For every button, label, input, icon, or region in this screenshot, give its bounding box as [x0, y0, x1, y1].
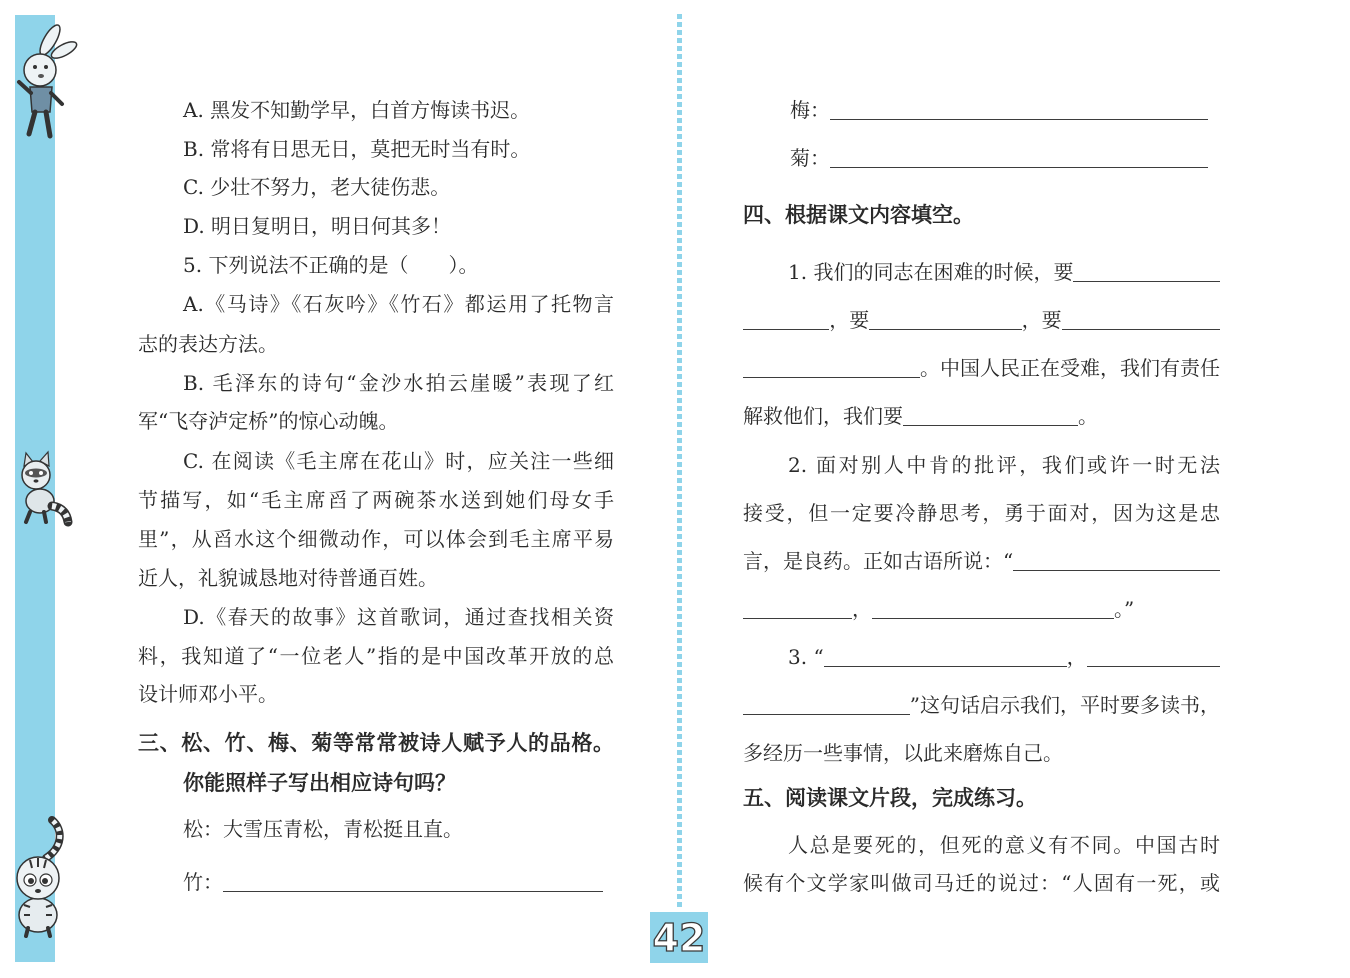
answer-blank: [743, 358, 920, 378]
answer-blank: [869, 310, 1021, 330]
answer-blank: [1062, 310, 1220, 330]
chrysanthemum-label: 菊：: [790, 146, 830, 170]
fill-q3-line: 多经历一些事情，以此来磨炼自己。: [743, 741, 1063, 765]
q5-option-b-line: 军“飞夺泸定桥”的惊心动魄。: [138, 409, 399, 433]
reading-passage-line: 候有个文学家叫做司马迁的说过：“人固有一死，或: [743, 871, 1220, 895]
reading-passage-line: 人总是要死的，但死的意义有不同。中国古时: [788, 833, 1220, 857]
section5-heading: 五、阅读课文片段，完成练习。: [743, 786, 1037, 810]
left-decorative-strip: [0, 0, 90, 978]
fill-q1-text: 。: [1078, 404, 1098, 428]
fill-q1-text: 解救他们，我们要: [743, 404, 903, 428]
fill-q1-line: [743, 306, 1220, 334]
fill-q1-line: [788, 258, 1220, 286]
answer-blank: [903, 406, 1078, 426]
fill-q2-line: 2. 面对别人中肯的批评，我们或许一时无法: [788, 453, 1220, 477]
plum-answer-row: [790, 96, 1208, 124]
q4-option-a: A. 黑发不知勤学早，白首方悔读书迟。: [183, 98, 531, 122]
q5-option-a-line: A.《马诗》《石灰吟》《竹石》都运用了托物言: [183, 292, 614, 316]
answer-blank: [743, 695, 910, 715]
q4-option-b: B. 常将有日思无日，莫把无时当有时。: [183, 137, 531, 161]
page-number: 42: [650, 912, 708, 963]
q4-option-c: C. 少壮不努力，老大徒伤悲。: [183, 175, 451, 199]
q5-option-c-line: 节描写，如“毛主席舀了两碗茶水送到她们母女手: [138, 488, 614, 512]
fill-q3-text: ”这句话启示我们，平时要多读书，: [909, 693, 1220, 717]
q5-option-c-line: C. 在阅读《毛主席在花山》时，应关注一些细: [183, 449, 614, 473]
bamboo-label: 竹：: [183, 870, 223, 894]
q4-option-d: D. 明日复明日，明日何其多！: [183, 214, 452, 238]
fill-q1-text: 1. 我们的同志在困难的时候，要: [788, 260, 1074, 284]
fill-q1-text: ，要: [829, 308, 870, 332]
fill-q1-line: [743, 402, 1098, 430]
answer-blank: [1013, 551, 1220, 571]
answer-blank: [830, 100, 1208, 120]
fill-q2-text: ，: [852, 597, 872, 621]
q5-question: 5. 下列说法不正确的是（ ）。: [183, 253, 479, 277]
answer-blank: [1073, 262, 1220, 282]
fill-q2-line: [743, 595, 1134, 623]
fill-q2-line: [743, 547, 1220, 575]
fill-q1-line: [743, 354, 1220, 382]
page-spine-divider: [677, 14, 682, 910]
answer-blank: [824, 647, 1067, 667]
fill-q3-line: [788, 643, 1220, 671]
q5-option-a-line: 志的表达方法。: [138, 332, 278, 356]
section4-heading: 四、根据课文内容填空。: [743, 203, 974, 227]
bamboo-answer-row: [183, 868, 603, 896]
answer-blank: [1087, 647, 1220, 667]
q5-option-d-line: 料，我知道了“一位老人”指的是中国改革开放的总: [138, 644, 614, 668]
fill-q3-line: [743, 691, 1220, 719]
answer-blank: [872, 599, 1114, 619]
section3-heading-line2: 你能照样子写出相应诗句吗？: [183, 771, 456, 795]
fill-q1-text: 。中国人民正在受难，我们有责任: [920, 356, 1220, 380]
fill-q2-text: 。”: [1114, 597, 1135, 621]
fill-q2-line: 接受，但一定要冷静思考，勇于面对，因为这是忠: [743, 501, 1220, 525]
answer-blank: [223, 872, 603, 892]
fill-q3-text: ，: [1066, 645, 1087, 669]
q5-option-c-line: 里”，从舀水这个细微动作，可以体会到毛主席平易: [138, 527, 614, 551]
q5-option-b-line: B. 毛泽东的诗句“金沙水拍云崖暖”表现了红: [183, 371, 614, 395]
answer-blank: [743, 599, 852, 619]
pine-example-verse: 松：大雪压青松，青松挺且直。: [183, 817, 463, 841]
fill-q2-text: 言，是良药。正如古语所说：“: [743, 549, 1014, 573]
q5-option-d-line: D.《春天的故事》这首歌词，通过查找相关资: [183, 605, 614, 629]
q5-option-d-line: 设计师邓小平。: [138, 682, 278, 706]
fill-q1-text: ，要: [1021, 308, 1062, 332]
plum-label: 梅：: [790, 98, 830, 122]
answer-blank: [830, 148, 1208, 168]
section3-heading: 三、松、竹、梅、菊等常常被诗人赋予人的品格。: [138, 731, 614, 755]
answer-blank: [743, 310, 829, 330]
q5-option-c-line: 近人，礼貌诚恳地对待普通百姓。: [138, 566, 438, 590]
fill-q3-text: 3. “: [788, 645, 824, 669]
chrysanthemum-answer-row: [790, 144, 1208, 172]
